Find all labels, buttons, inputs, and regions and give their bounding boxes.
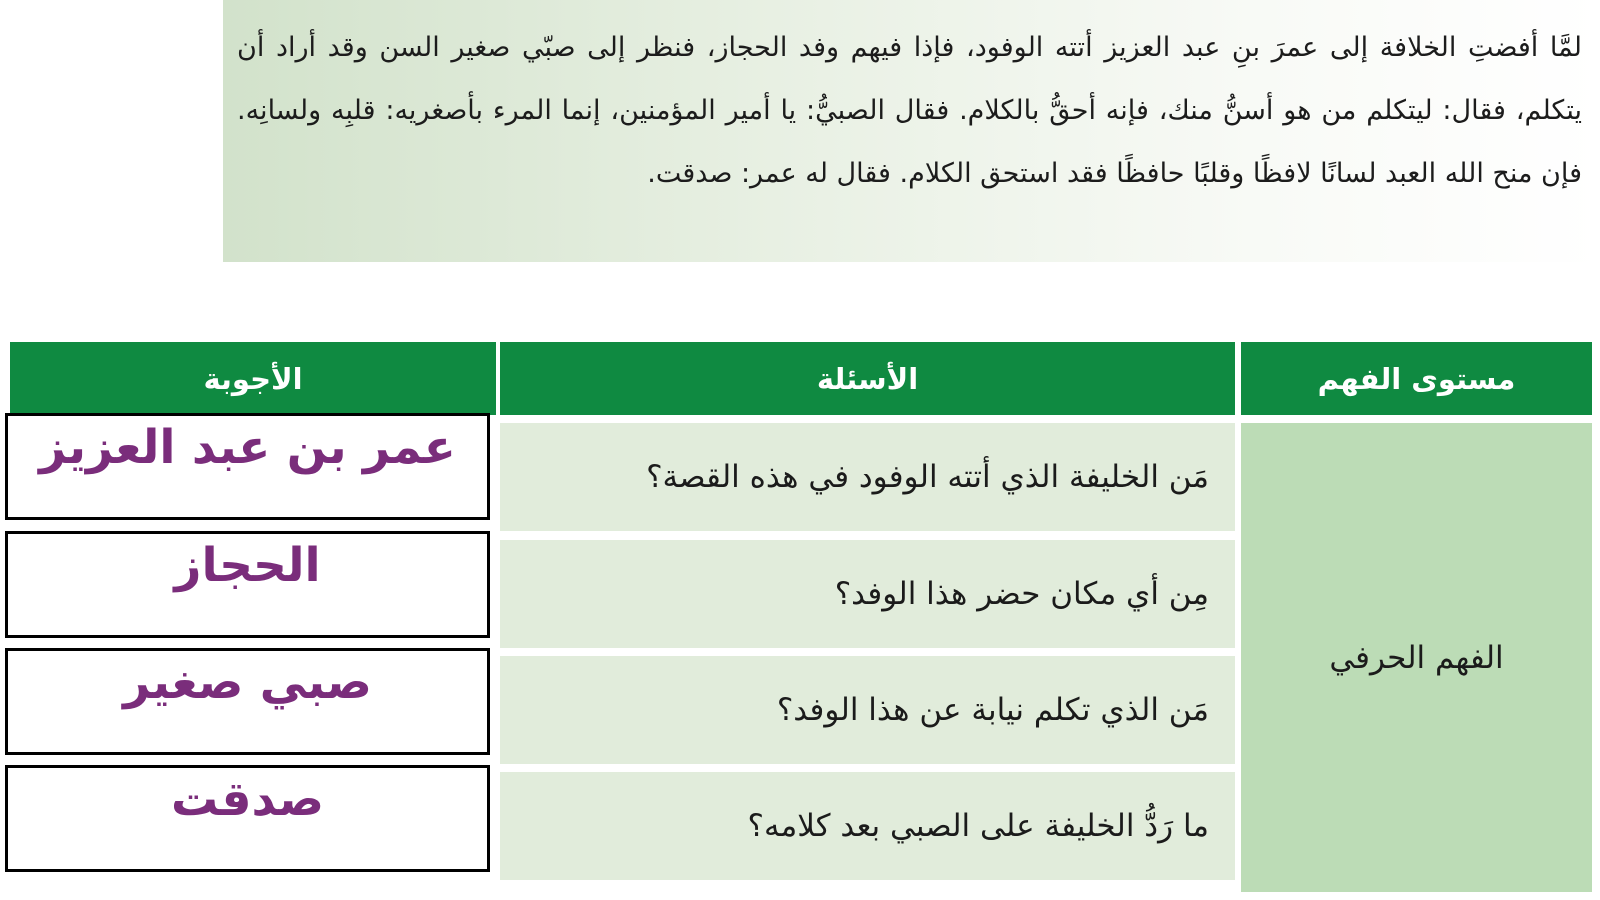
- answer-box: [5, 765, 490, 872]
- answer-text: عمر بن عبد العزيز: [39, 420, 456, 475]
- answer-box: [5, 413, 490, 520]
- question-cell: [500, 772, 1235, 880]
- answer-text: الحجاز: [174, 538, 321, 593]
- question-cell: [500, 656, 1235, 764]
- header-questions: الأسئلة: [500, 342, 1235, 415]
- passage-text: لمَّا أفضتِ الخلافة إلى عمرَ بنِ عبد العزيز أتته الوفود، فإذا فيهم وفد الحجاز، فنظر إلى صبّي صغير السن وقد أراد أن يتكلم، فقال: ليتكلم من هو أسنُّ منك، فإنه أحقُّ بالكلام. فقال الصبيُّ: يا أمير المؤمنين، إنما المرء بأصغريه: قلبِه ولسانِه. فإن منح الله العبد لسانًا لافظًا وقلبًا حافظًا فقد استحق الكلام. فقال له عمر: صدقت.: [237, 32, 1582, 189]
- answer-text: صبي صغير: [123, 655, 372, 710]
- header-comprehension-level: مستوى الفهم: [1241, 342, 1592, 415]
- answer-box: [5, 648, 490, 755]
- level-label: الفهم الحرفي: [1329, 639, 1504, 676]
- question-cell: [500, 540, 1235, 648]
- question-text: مَن الذي تكلم نيابة عن هذا الوفد؟: [776, 692, 1209, 728]
- level-cell-literal: [1241, 423, 1592, 892]
- answer-box: [5, 531, 490, 638]
- question-cell: [500, 423, 1235, 531]
- comprehension-table: [0, 334, 1600, 900]
- answer-text: صدقت: [170, 772, 325, 827]
- question-text: ما رَدُّ الخليفة على الصبي بعد كلامه؟: [747, 808, 1209, 844]
- header-answers: الأجوبة: [10, 342, 496, 415]
- question-text: مَن الخليفة الذي أتته الوفود في هذه القصة؟: [646, 459, 1209, 495]
- question-text: مِن أي مكان حضر هذا الوفد؟: [834, 576, 1209, 612]
- reading-passage: [223, 0, 1600, 262]
